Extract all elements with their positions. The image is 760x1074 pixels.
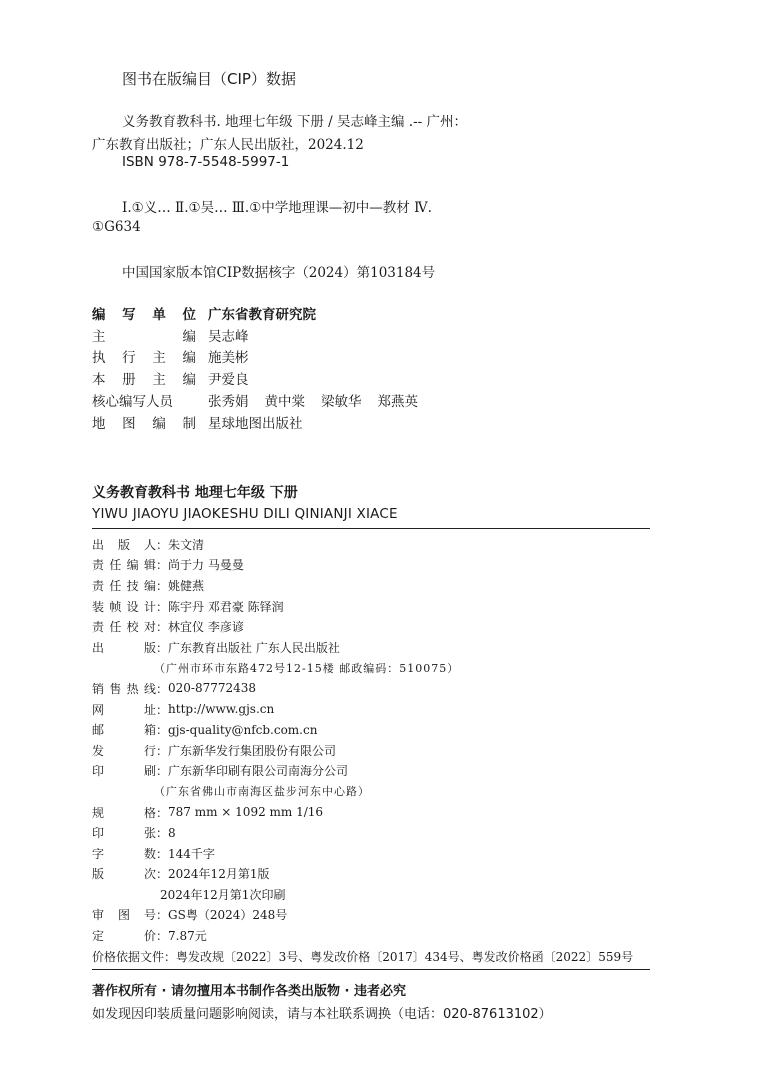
publication-row [92,822,633,843]
publication-row [92,802,633,823]
publication-row [92,781,633,802]
label-char: 售 [109,681,122,696]
label-char: 版 [117,537,130,552]
label-char: 设 [126,599,139,614]
publication-row [92,925,633,946]
publication-value: 广东教育出版社 广东人民出版社 [168,640,340,655]
label-colon: ： [156,558,169,573]
label-colon: ： [156,537,169,552]
label-char: 行 [143,743,156,758]
label-char: 印 [92,764,105,779]
cip-publisher-line: 广东教育出版社；广东人民出版社，2024.12 [92,137,364,153]
publication-label [92,639,156,656]
publication-row [92,884,633,905]
label-colon: ： [156,702,169,717]
label-char: 位 [182,306,196,323]
quality-contact-notice: 如发现因印装质量问题影响阅读，请与本社联系调换（电话：020-87613102） [92,1007,552,1022]
label-colon: ： [156,599,169,614]
credit-row [92,324,434,346]
label-char: 责 [92,558,105,573]
label-char: 图 [122,415,136,432]
credit-row [92,411,434,433]
publication-label [92,721,156,738]
publication-value: 8 [168,825,176,840]
label-char: 责 [92,620,105,635]
label-char: 人 [143,537,156,552]
label-char: 线 [143,681,156,696]
label-char: 主 [92,328,106,345]
label-char: 行 [122,350,136,367]
label-colon: ： [156,929,169,944]
label-char: 出 [92,640,105,655]
publication-address: （广东省佛山市南海区盐步河东中心路） [154,785,370,799]
label-char: 册 [122,372,136,389]
label-char: 主 [152,372,166,389]
label-char: 任 [109,558,122,573]
divider-top [92,528,650,529]
publication-row [92,678,633,699]
credit-label: 核心编写人员 [92,394,173,411]
publication-label [92,762,156,779]
cip-classification-code: ①G634 [92,219,141,235]
label-char: 编 [182,328,196,345]
divider-bottom [92,969,650,970]
cip-title-line: 义务教育教科书. 地理七年级 下册 / 吴志峰主编 .-- 广州： [122,114,468,130]
label-char: 号 [143,908,156,923]
cip-classification-line: Ⅰ.①义… Ⅱ.①吴… Ⅲ.①中学地理课—初中—教材 Ⅳ. [122,200,432,216]
publication-value: 陈宇丹 邓君豪 陈铎润 [168,599,284,614]
label-char: 字 [92,846,105,861]
label-char: 价 [143,929,156,944]
label-char: 张 [143,826,156,841]
credit-name: 黄中棠 [264,394,305,411]
publication-value: 广东新华发行集团股份有限公司 [168,743,337,758]
publication-row [92,575,633,596]
cip-isbn: ISBN 978-7-5548-5997-1 [122,154,290,170]
publication-row [92,740,633,761]
label-colon: ： [156,867,169,882]
label-char: 地 [92,415,106,432]
credit-label [92,303,196,323]
credit-name: 广东省教育研究院 [208,306,316,323]
label-colon: ： [156,846,169,861]
label-char: 审 [92,908,105,923]
label-char: 图 [117,908,130,923]
label-colon: ： [156,743,169,758]
label-char: 任 [109,620,122,635]
label-colon: ： [156,620,169,635]
publication-label [92,742,156,759]
credit-name: 星球地图出版社 [208,415,303,432]
publication-row [92,905,633,926]
publication-info [92,534,633,966]
publication-row [92,658,633,679]
label-colon: ： [156,764,169,779]
label-char: 发 [92,743,105,758]
label-char: 主 [152,350,166,367]
publication-label: 价格依据文件 [92,949,165,964]
label-char: 邮 [92,723,105,738]
label-colon: ： [156,681,169,696]
label-char: 计 [143,599,156,614]
publication-row [92,864,633,885]
publication-row [92,555,633,576]
publication-label [92,824,156,841]
label-char: 装 [92,599,105,614]
label-colon: ： [156,723,169,738]
publication-address: （广州市环市东路472号12-15楼 邮政编码：510075） [154,661,460,675]
publication-row [92,637,633,658]
publication-value: 2024年12月第1次印刷 [160,887,286,902]
publication-label [92,804,156,821]
book-title: 义务教育教科书 地理七年级 下册 [92,485,298,501]
label-char: 规 [92,805,105,820]
publication-label [92,680,156,697]
publication-value: 787 mm × 1092 mm 1/16 [168,805,324,820]
label-char: 址 [143,702,156,717]
credit-name: 张秀娟 [208,394,249,411]
credit-name: 吴志峰 [208,328,249,345]
label-char: 编 [143,578,156,593]
publication-label [92,927,156,944]
publication-label [92,906,156,923]
publication-value: gjs-quality@nfcb.com.cn [168,722,318,737]
credit-row [92,346,434,368]
label-char: 出 [92,537,105,552]
publication-value: http://www.gjs.cn [168,702,275,717]
publication-value: 7.87元 [168,929,207,944]
credit-row [92,389,434,411]
publication-row [92,946,633,967]
label-char: 执 [92,350,106,367]
credit-row [92,367,434,389]
credit-name: 尹爱良 [208,372,249,389]
label-char: 责 [92,578,105,593]
publication-label [92,618,156,635]
label-char: 箱 [143,723,156,738]
credit-label [92,325,196,345]
credit-name: 郑燕英 [377,394,418,411]
cip-record-number: 中国国家版本馆CIP数据核字（2024）第103184号 [122,265,436,281]
label-char: 版 [143,640,156,655]
label-char: 任 [109,578,122,593]
label-char: 对 [143,620,156,635]
label-char: 辑 [143,558,156,573]
credit-label [92,412,196,432]
label-char: 刷 [143,764,156,779]
publication-label [92,701,156,718]
label-char: 销 [92,681,105,696]
credit-name: 施美彬 [208,350,249,367]
label-colon: ： [156,640,169,655]
publication-value: 广东新华印刷有限公司南海分公司 [168,764,349,779]
book-title-pinyin: YIWU JIAOYU JIAOKESHU DILI QINIANJI XIACE [92,506,398,522]
publication-value: 144千字 [168,846,215,861]
publication-label [92,845,156,862]
label-colon: ： [156,805,169,820]
label-char: 定 [92,929,105,944]
publication-label [92,536,156,553]
publication-row [92,719,633,740]
label-char: 次 [143,867,156,882]
publication-row [92,616,633,637]
credit-row [92,302,434,324]
label-char: 帧 [109,599,122,614]
label-colon: ： [156,908,169,923]
publication-label [92,865,156,882]
label-char: 编 [92,306,106,323]
label-char: 编 [182,372,196,389]
label-char: 编 [182,350,196,367]
publication-label [92,556,156,573]
label-char: 制 [182,415,196,432]
label-char: 数 [143,846,156,861]
credit-label [92,346,196,366]
label-char: 本 [92,372,106,389]
credit-name: 梁敏华 [321,394,362,411]
label-colon: ： [156,826,169,841]
label-colon: ： [164,949,177,964]
publication-value: 姚健燕 [168,578,205,593]
publication-value: 2024年12月第1版 [168,867,270,882]
publication-value: 尚于力 马曼曼 [168,558,244,573]
label-char: 编 [126,558,139,573]
label-char: 印 [92,826,105,841]
publication-row [92,843,633,864]
publication-label [92,577,156,594]
label-colon: ： [156,578,169,593]
publication-value: 林宜仪 李彦谚 [168,620,244,635]
label-char: 网 [92,702,105,717]
label-char: 单 [152,306,166,323]
label-char: 热 [126,681,139,696]
label-char: 技 [126,578,139,593]
label-char: 写 [122,306,136,323]
publication-value: 粤发改规〔2022〕3号、粤发改价格〔2017〕434号、粤发改价格函〔2022〕559号 [176,949,634,964]
credits-list [92,302,434,433]
label-char: 校 [126,620,139,635]
publication-value: 朱文清 [168,537,205,552]
copyright-notice: 著作权所有 · 请勿擅用本书制作各类出版物 · 违者必究 [92,984,406,999]
publication-value: 020-87772438 [168,681,257,696]
credit-label [92,368,196,388]
publication-row [92,699,633,720]
label-char: 版 [92,867,105,882]
publication-row [92,761,633,782]
publication-row [92,534,633,555]
publication-value: GS粤（2024）248号 [168,908,288,923]
label-char: 格 [143,805,156,820]
publication-label [92,598,156,615]
publication-row [92,596,633,617]
cip-heading: 图书在版编目（CIP）数据 [122,70,296,88]
label-char: 编 [152,415,166,432]
